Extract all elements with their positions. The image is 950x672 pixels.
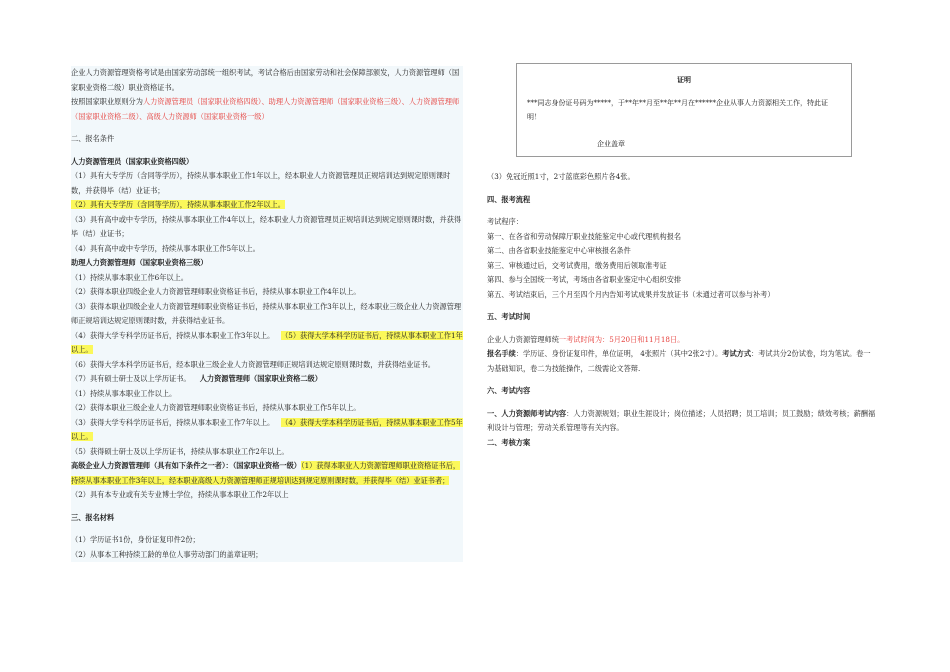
section6-heading: 六、考试内容: [487, 386, 531, 395]
section2-heading: 二、报名条件: [71, 134, 115, 143]
level1-block: [71, 459, 463, 488]
exam-mode-text: ：考试共分2份试卷，均为笔试。卷一为基础知识，卷二为技能操作，二级需论文答辩.: [487, 349, 871, 373]
level2-item-5: （5）获得硕士研士及以上学历证书，持续从事本职业工作2年以上。: [71, 446, 289, 456]
level4-item-4: （4）具有高中或中专学历，持续从事本职业工作5年以上。: [71, 243, 260, 253]
level3-item-4-5: [71, 329, 463, 358]
exam-time-prefix: 企业人力资源管理师统: [487, 334, 559, 344]
level3-item-7-line: [71, 372, 463, 387]
level3-item-1: （1）持续从事本职业工作6年以上。: [71, 272, 188, 282]
registration-label: 报名手续: [487, 349, 516, 358]
certificate-stamp: 企业盖章: [597, 140, 625, 148]
certificate-title: 证明: [677, 75, 691, 84]
materials-item-2: （2）从事本工种持续工龄的单位人事劳动部门的盖章证明；: [71, 549, 263, 559]
level2-item-4: （4）获得大学本科学历证书后，持续从事本职业工作5年以上。: [71, 417, 463, 441]
assessment-plan-heading: 二、考核方案: [487, 437, 531, 447]
exam-content-text: ：人力资源规划；职业生涯设计；岗位描述；人员招聘；员工培训；员工鼓励；绩效考核；薪酬福利设计与管理；劳动关系管理等有关内容。: [487, 408, 876, 432]
process-step-3: 第三、审核通过后，交考试费用，缴务费用后领取准考证: [487, 260, 667, 270]
process-step-4: 第四、参与全国统一考试，考场由各省职业鉴定中心组织安排: [487, 275, 682, 284]
process-step-5: 第五、考试结束后，三个月至四个月内告知考试成果并发放证书（未通过者可以参与补考）: [487, 289, 775, 299]
level1-item-1: （1）获得本职业人力资源管理师职业资格证书后，持续从事本职业工作3年以上，经本职业高级人力资源管理师正规培训达到规定原则课时数，并获得毕（结）业证书者；: [71, 461, 461, 485]
level3-item-4: （4）获得大学专科学历证书后，持续从事本职业工作3年以上。: [71, 330, 275, 340]
level1-title: 高级企业人力资源管理师（具有如下条件之一者）：（国家职业资格一级）: [71, 461, 301, 470]
level2-item-2: （2）获得本职业三级企业人力资源管理师职业资格证书后，持续从事本职业工作5年以上。: [71, 403, 361, 412]
section3-heading: 三、报名材料: [71, 512, 115, 522]
level4-item-1: （1）具有大专学历（含同等学历），持续从事本职业工作1年以上，经本职业人力资源管理员正规培训达到规定原则课时数，并获得毕（结）业证书；: [71, 171, 451, 195]
exam-time-red: 一考试时间为：5月20日和11月18日。: [558, 334, 685, 344]
intro-levels-red: 人力资源管理员（国家职业资格四级）、助理人力资源管理师（国家职业资格三级）、人力资源管理师（国家职业资格二级）、高级人力资源师（国家职业资格一级）: [71, 97, 460, 121]
level3-item-3: （3）获得本职业四级企业人力资源管理师职业资格证书后，持续从事本职业工作3年以上，经本职业三级企业人力资源管理师正规培训达规定原则课时数，并获得结业证书。: [71, 301, 462, 325]
process-step-1: 第一、在各省和劳动保障厅职业技能鉴定中心或代理机构报名: [487, 231, 682, 241]
intro-levels-prefix: 按照国家职业原则分为: [71, 97, 143, 106]
level2-title: 人力资源管理师（国家职业资格二级）: [199, 374, 322, 383]
level3-item-7: （7）具有硕士研士及以上学历证书。: [71, 374, 191, 383]
exam-time: [487, 333, 877, 348]
exam-content: [487, 407, 877, 436]
level3-item-6: （6）获得大学本科学历证书后，经本职业三级企业人力资源管理师正规培训达规定原则课时数，并获得结业证书。: [71, 359, 435, 369]
left-column: [71, 66, 463, 562]
level3-item-2: （2）获得本职业四级企业人力资源管理师职业资格证书后，持续从事本职业工作4年以上。: [71, 287, 361, 296]
right-column: [487, 170, 877, 450]
level4-item-3: （3）具有高中或中专学历，持续从事本职业工作4年以上，经本职业人力资源管理员正规培训达到规定原则课时数，并获得毕（结）业证书；: [71, 214, 462, 238]
level3-item-5: （5）获得大学本科学历证书后，持续从事本职业工作1年以上。: [71, 330, 463, 354]
intro-paragraph: 企业人力资源管理资格考试是由国家劳动部统一组织考试，考试合格后由国家劳动和社会保障部颁发，人力资源管理师（国家职业资格二级）职业资格证书。: [71, 68, 460, 92]
registration-mode: [487, 347, 877, 376]
process-label: 考试程序：: [487, 217, 523, 226]
registration-text: ：学历证、身份证复印件，单位证明， 4张照片（其中2张2寸）。: [515, 349, 723, 358]
level2-item-1: （1）持续从事本职业工作以上。: [71, 388, 177, 398]
materials-item-3: （3）免冠近照1寸，2寸蓝底彩色照片各4张。: [487, 172, 635, 181]
process-step-2: 第二、由各省职业技能鉴定中心审核报名条件: [487, 246, 631, 255]
level3-title: 助理人力资源管理师（国家职业资格三级）: [71, 258, 208, 267]
level2-item-3-4: [71, 416, 463, 445]
level1-item-2: （2）具有本专业或有关专业博士学位，持续从事本职业工作2年以上: [71, 490, 289, 499]
level2-item-3: （3）获得大学专科学历证书后，持续从事本职业工作7年以上。: [71, 417, 275, 427]
certificate-body: ***同志身份证号码为*****，于**年**月至**年**月在******企业从事人力资源相关工作，特此证明！: [527, 99, 828, 121]
level4-title: 人力资源管理员（国家职业资格四级）: [71, 156, 194, 166]
certificate-box: [516, 63, 852, 157]
exam-content-label: 一、人力资源师考试内容: [487, 408, 567, 418]
level4-item-2: （2）具有大专学历（含同等学历），持续从事本职业工作2年以上。: [71, 200, 285, 209]
exam-mode-label: 考试方式: [722, 349, 752, 358]
materials-item-1: （1）学历证书1份，身份证复印件2份；: [71, 535, 200, 544]
intro-levels-paragraph: [71, 95, 463, 124]
section4-heading: 四、报考流程: [487, 194, 531, 204]
section5-heading: 五、考试时间: [487, 312, 531, 321]
